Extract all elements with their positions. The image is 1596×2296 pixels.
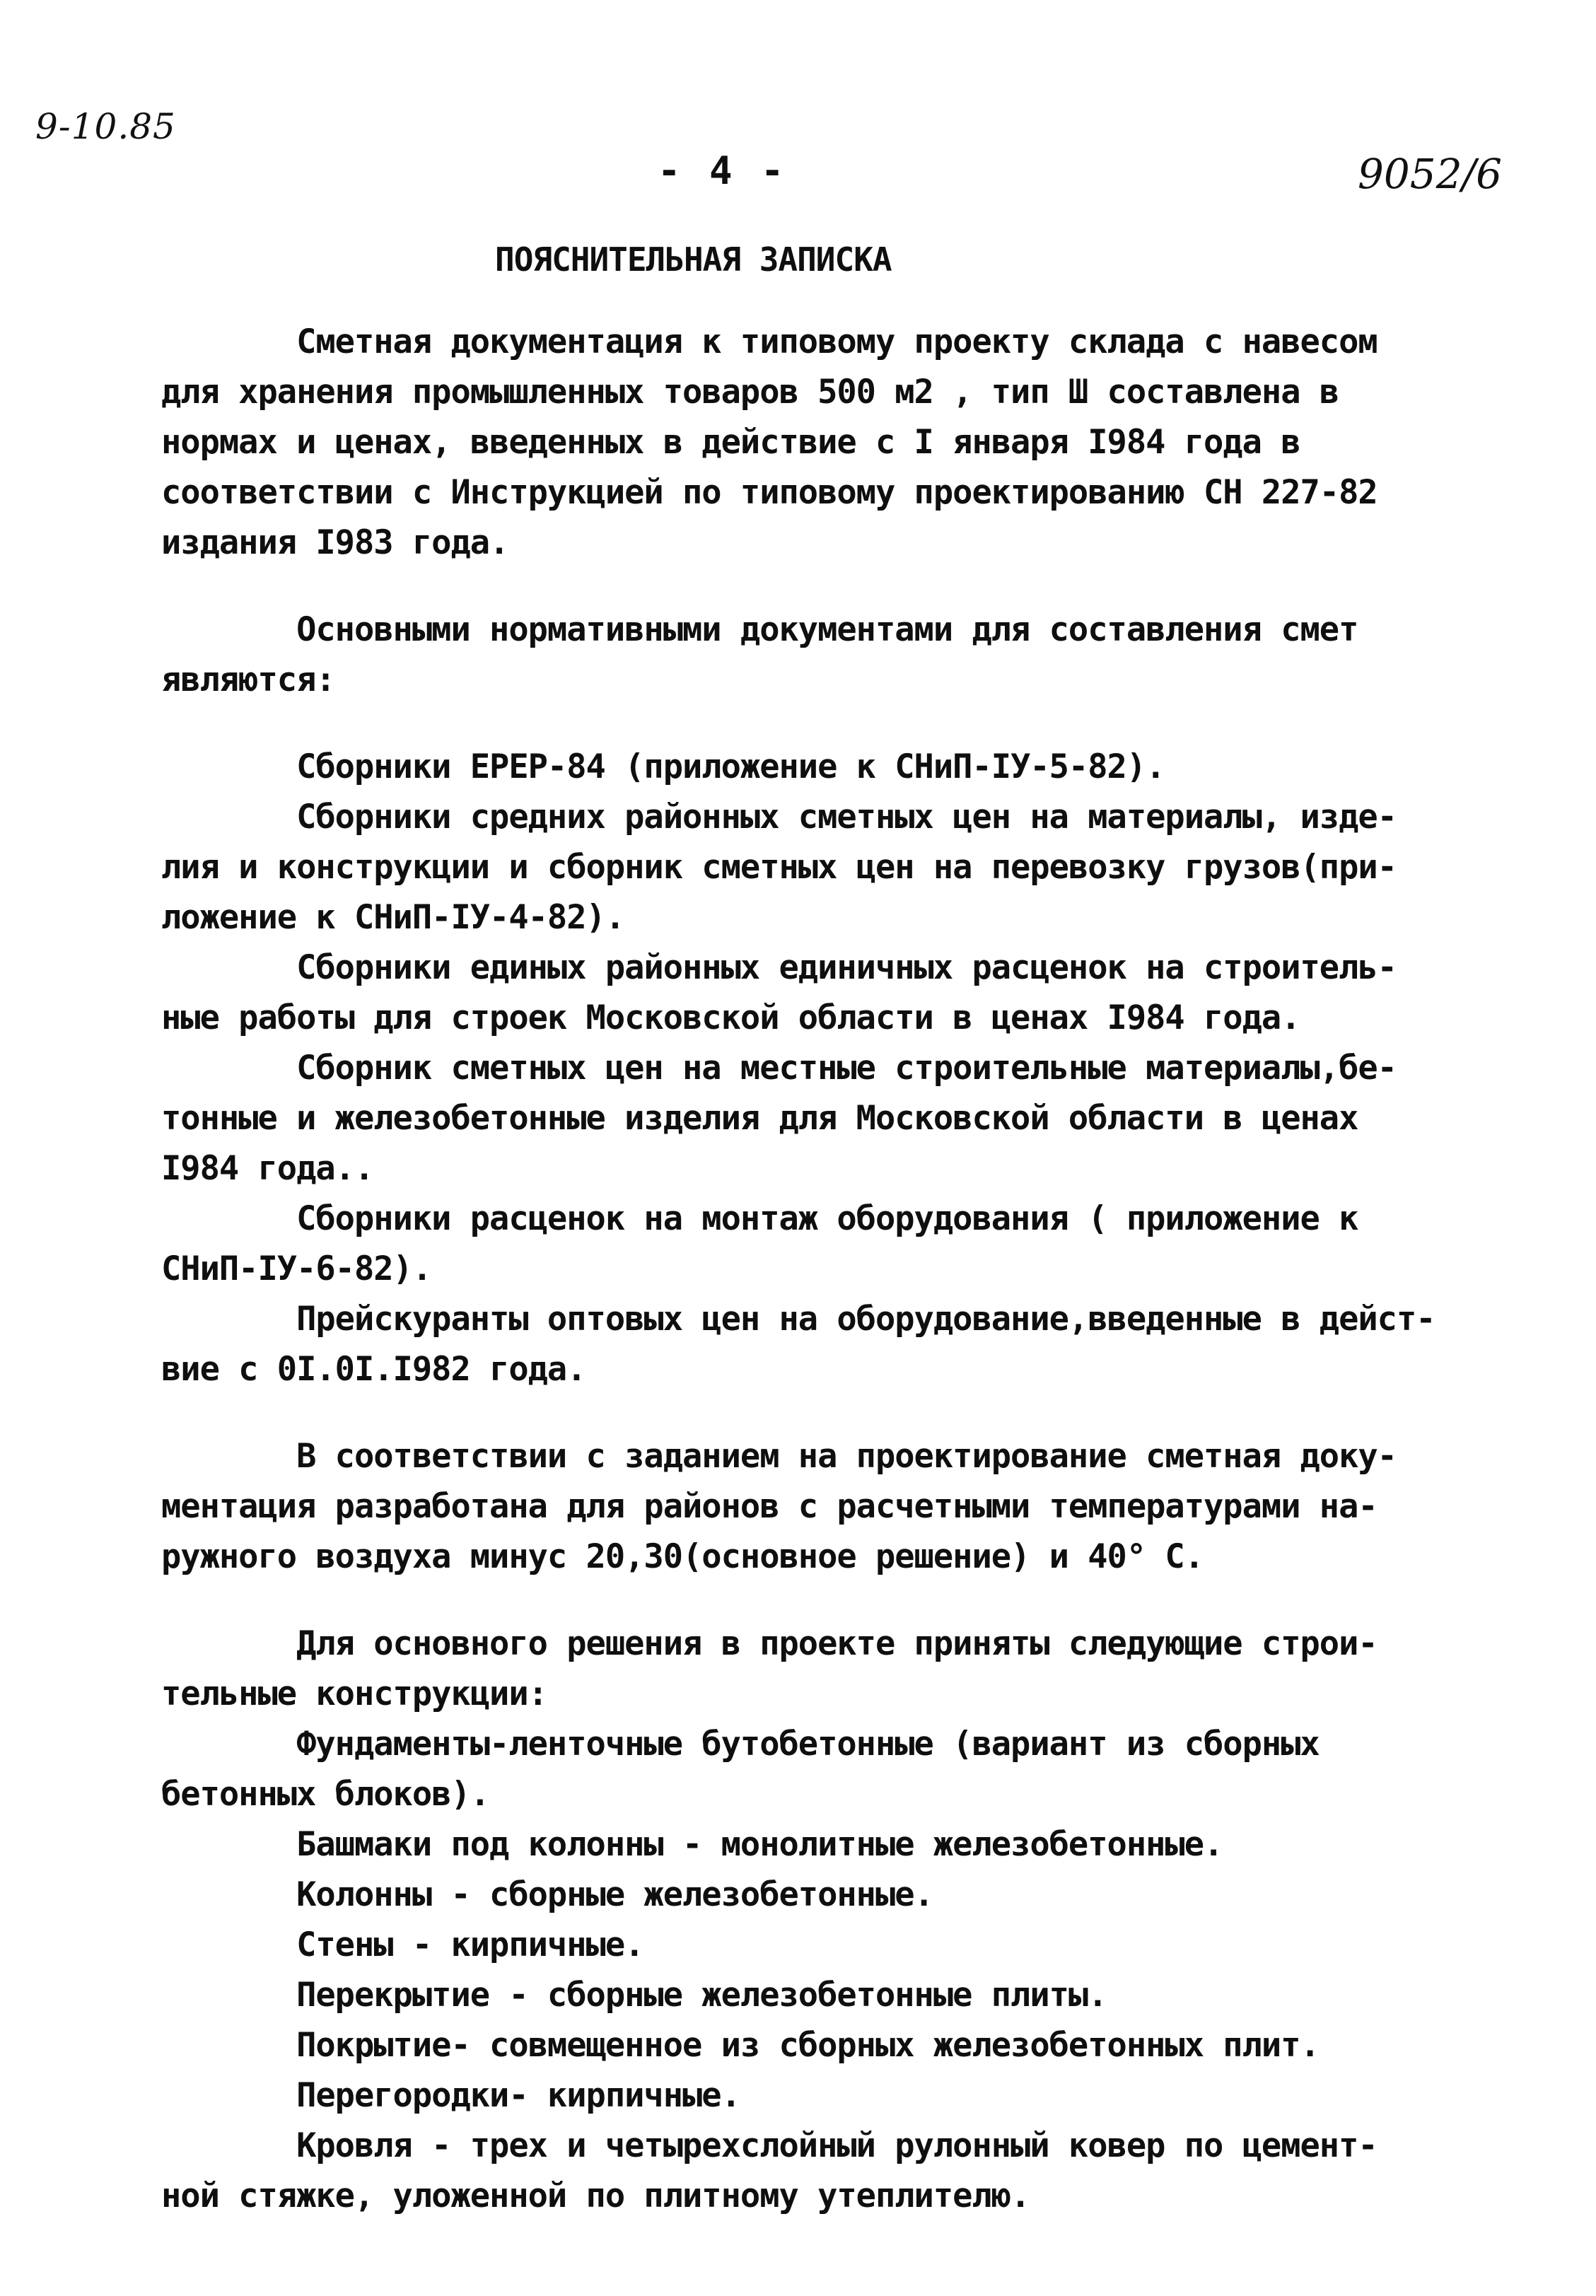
- text-line: для хранения промышленных товаров 500 м2 , тип Ш составлена в: [161, 373, 1339, 412]
- text-line: Основными нормативными документами для составления смет: [161, 610, 1358, 649]
- text-line: бетонных блоков).: [161, 1775, 490, 1814]
- document-title: ПОЯСНИТЕЛЬНАЯ ЗАПИСКА: [495, 240, 892, 279]
- text-line: Перекрытие - сборные железобетонные плиты.: [161, 1976, 1107, 2015]
- text-line: Кровля - трех и четырехслойный рулонный ковер по цемент-: [161, 2126, 1377, 2165]
- text-line: ложение к СНиП-IУ-4-82).: [161, 898, 625, 937]
- text-line: Стены - кирпичные.: [161, 1925, 644, 1964]
- paragraph-gap: [161, 1582, 1519, 1619]
- text-line: ментация разработана для районов с расчетными температурами на-: [161, 1487, 1377, 1526]
- paragraph-gap: [161, 568, 1519, 605]
- text-line: являются:: [161, 660, 335, 699]
- text-line: издания I983 года.: [161, 523, 509, 562]
- page-number: - 4 -: [658, 148, 787, 193]
- text-line: ружного воздуха минус 20,30(основное решение) и 40° С.: [161, 1537, 1204, 1576]
- text-line: Сборники средних районных сметных цен на материалы, изде-: [161, 798, 1397, 837]
- paragraph-constructions: [161, 1619, 1519, 2221]
- text-line: Для основного решения в проекте приняты следующие строи-: [161, 1624, 1377, 1663]
- text-line: ной стяжке, уложенной по плитному утеплителю.: [161, 2176, 1030, 2215]
- text-line: Сборники единых районных единичных расценок на строитель-: [161, 948, 1397, 987]
- text-line: Перегородки- кирпичные.: [161, 2076, 740, 2115]
- text-line: Сборники расценок на монтаж оборудования ( приложение к: [161, 1199, 1358, 1238]
- text-line: тонные и железобетонные изделия для Московской области в ценах: [161, 1099, 1358, 1138]
- text-line: Прейскуранты оптовых цен на оборудование,введенные в дейст-: [161, 1300, 1435, 1339]
- text-line: Колонны - сборные железобетонные.: [161, 1875, 933, 1914]
- text-line: Сборники ЕРЕР-84 (приложение к СНиП-IУ-5-82).: [161, 747, 1165, 786]
- text-line: Башмаки под колонны - монолитные железобетонные.: [161, 1825, 1223, 1864]
- text-line: вие с 0I.0I.I982 года.: [161, 1350, 586, 1389]
- body-text: [161, 317, 1519, 2221]
- paragraph-normative-list: [161, 742, 1519, 1394]
- text-line: Сборник сметных цен на местные строительные материалы,бе-: [161, 1049, 1397, 1088]
- text-line: Сметная документация к типовому проекту склада с навесом: [161, 322, 1377, 361]
- text-line: I984 года..: [161, 1149, 374, 1188]
- paragraph-intro: [161, 317, 1519, 568]
- text-line: соответствии с Инструкцией по типовому проектированию СН 227-82: [161, 473, 1377, 512]
- text-line: В соответствии с заданием на проектирование сметная доку-: [161, 1437, 1397, 1476]
- text-line: Покрытие- совмещенное из сборных железобетонных плит.: [161, 2026, 1320, 2065]
- paragraph-gap: [161, 1394, 1519, 1431]
- text-line: Фундаменты-ленточные бутобетонные (вариант из сборных: [161, 1725, 1320, 1764]
- text-line: лия и конструкции и сборник сметных цен на перевозку грузов(при-: [161, 848, 1397, 887]
- text-line: тельные конструкции:: [161, 1674, 547, 1713]
- paragraph-normative-intro: [161, 605, 1519, 705]
- paragraph-gap: [161, 705, 1519, 742]
- handwritten-date: 9-10.85: [35, 106, 176, 147]
- text-line: ные работы для строек Московской области в ценах I984 года.: [161, 998, 1300, 1037]
- paragraph-temperatures: [161, 1431, 1519, 1582]
- text-line: СНиП-IУ-6-82).: [161, 1249, 432, 1288]
- handwritten-document-code: 9052/6: [1358, 150, 1503, 198]
- text-line: нормах и ценах, введенных в действие с I января I984 года в: [161, 423, 1300, 462]
